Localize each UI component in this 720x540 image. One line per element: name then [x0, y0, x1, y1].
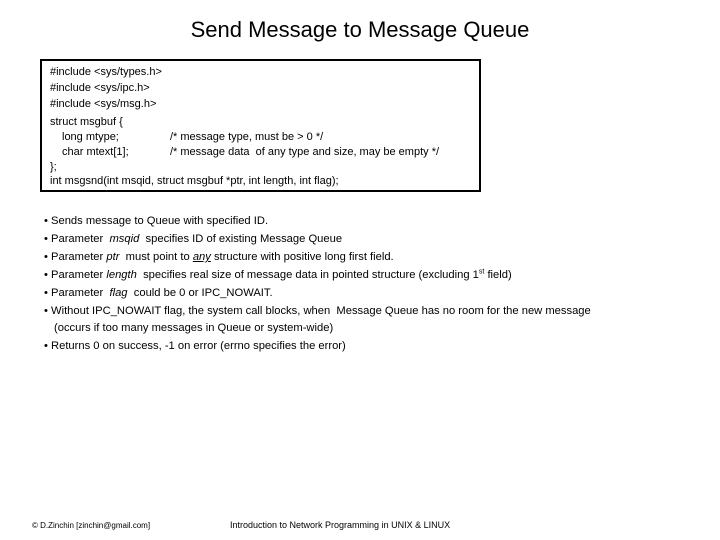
slide-title: Send Message to Message Queue — [190, 17, 530, 42]
bullet-item: • Parameter msqid specifies ID of existing Message Queue — [44, 233, 343, 245]
code-box — [40, 59, 481, 192]
include-line: #include <sys/msg.h> — [50, 98, 157, 110]
footer-copyright: © D.Zinchin [zinchin@gmail.com] — [32, 521, 151, 530]
include-line: #include <sys/types.h> — [50, 66, 162, 78]
include-line: #include <sys/ipc.h> — [50, 82, 150, 94]
struct-close-line: }; — [50, 161, 57, 173]
bullet-item: • Returns 0 on success, -1 on error (errno specifies the error) — [44, 340, 346, 352]
footer-course-title: Introduction to Network Programming in UNIX & LINUX — [230, 520, 451, 530]
bullet-item: • Sends message to Queue with specified ID. — [44, 215, 269, 227]
bullet-item: • Parameter flag could be 0 or IPC_NOWAIT. — [44, 287, 273, 299]
bullet-item-continuation: (occurs if too many messages in Queue or system-wide) — [54, 322, 334, 334]
struct-field-mtype: long mtype; — [62, 131, 119, 143]
bullet-item: • Parameter ptr must point to any structure with positive long first field. — [44, 251, 394, 263]
mtext-comment: /* message data of any type and size, may be empty */ — [170, 146, 440, 158]
struct-field-mtext: char mtext[1]; — [62, 146, 129, 158]
bullet-item: • Without IPC_NOWAIT flag, the system call blocks, when Message Queue has no room for the new message — [44, 305, 591, 317]
msgsnd-prototype: int msgsnd(int msqid, struct msgbuf *ptr, int length, int flag); — [50, 175, 339, 187]
bullet-item: • Parameter length specifies real size of message data in pointed structure (excluding 1st field) — [44, 268, 512, 281]
mtype-comment: /* message type, must be > 0 */ — [170, 131, 324, 143]
struct-open-line: struct msgbuf { — [50, 116, 123, 128]
